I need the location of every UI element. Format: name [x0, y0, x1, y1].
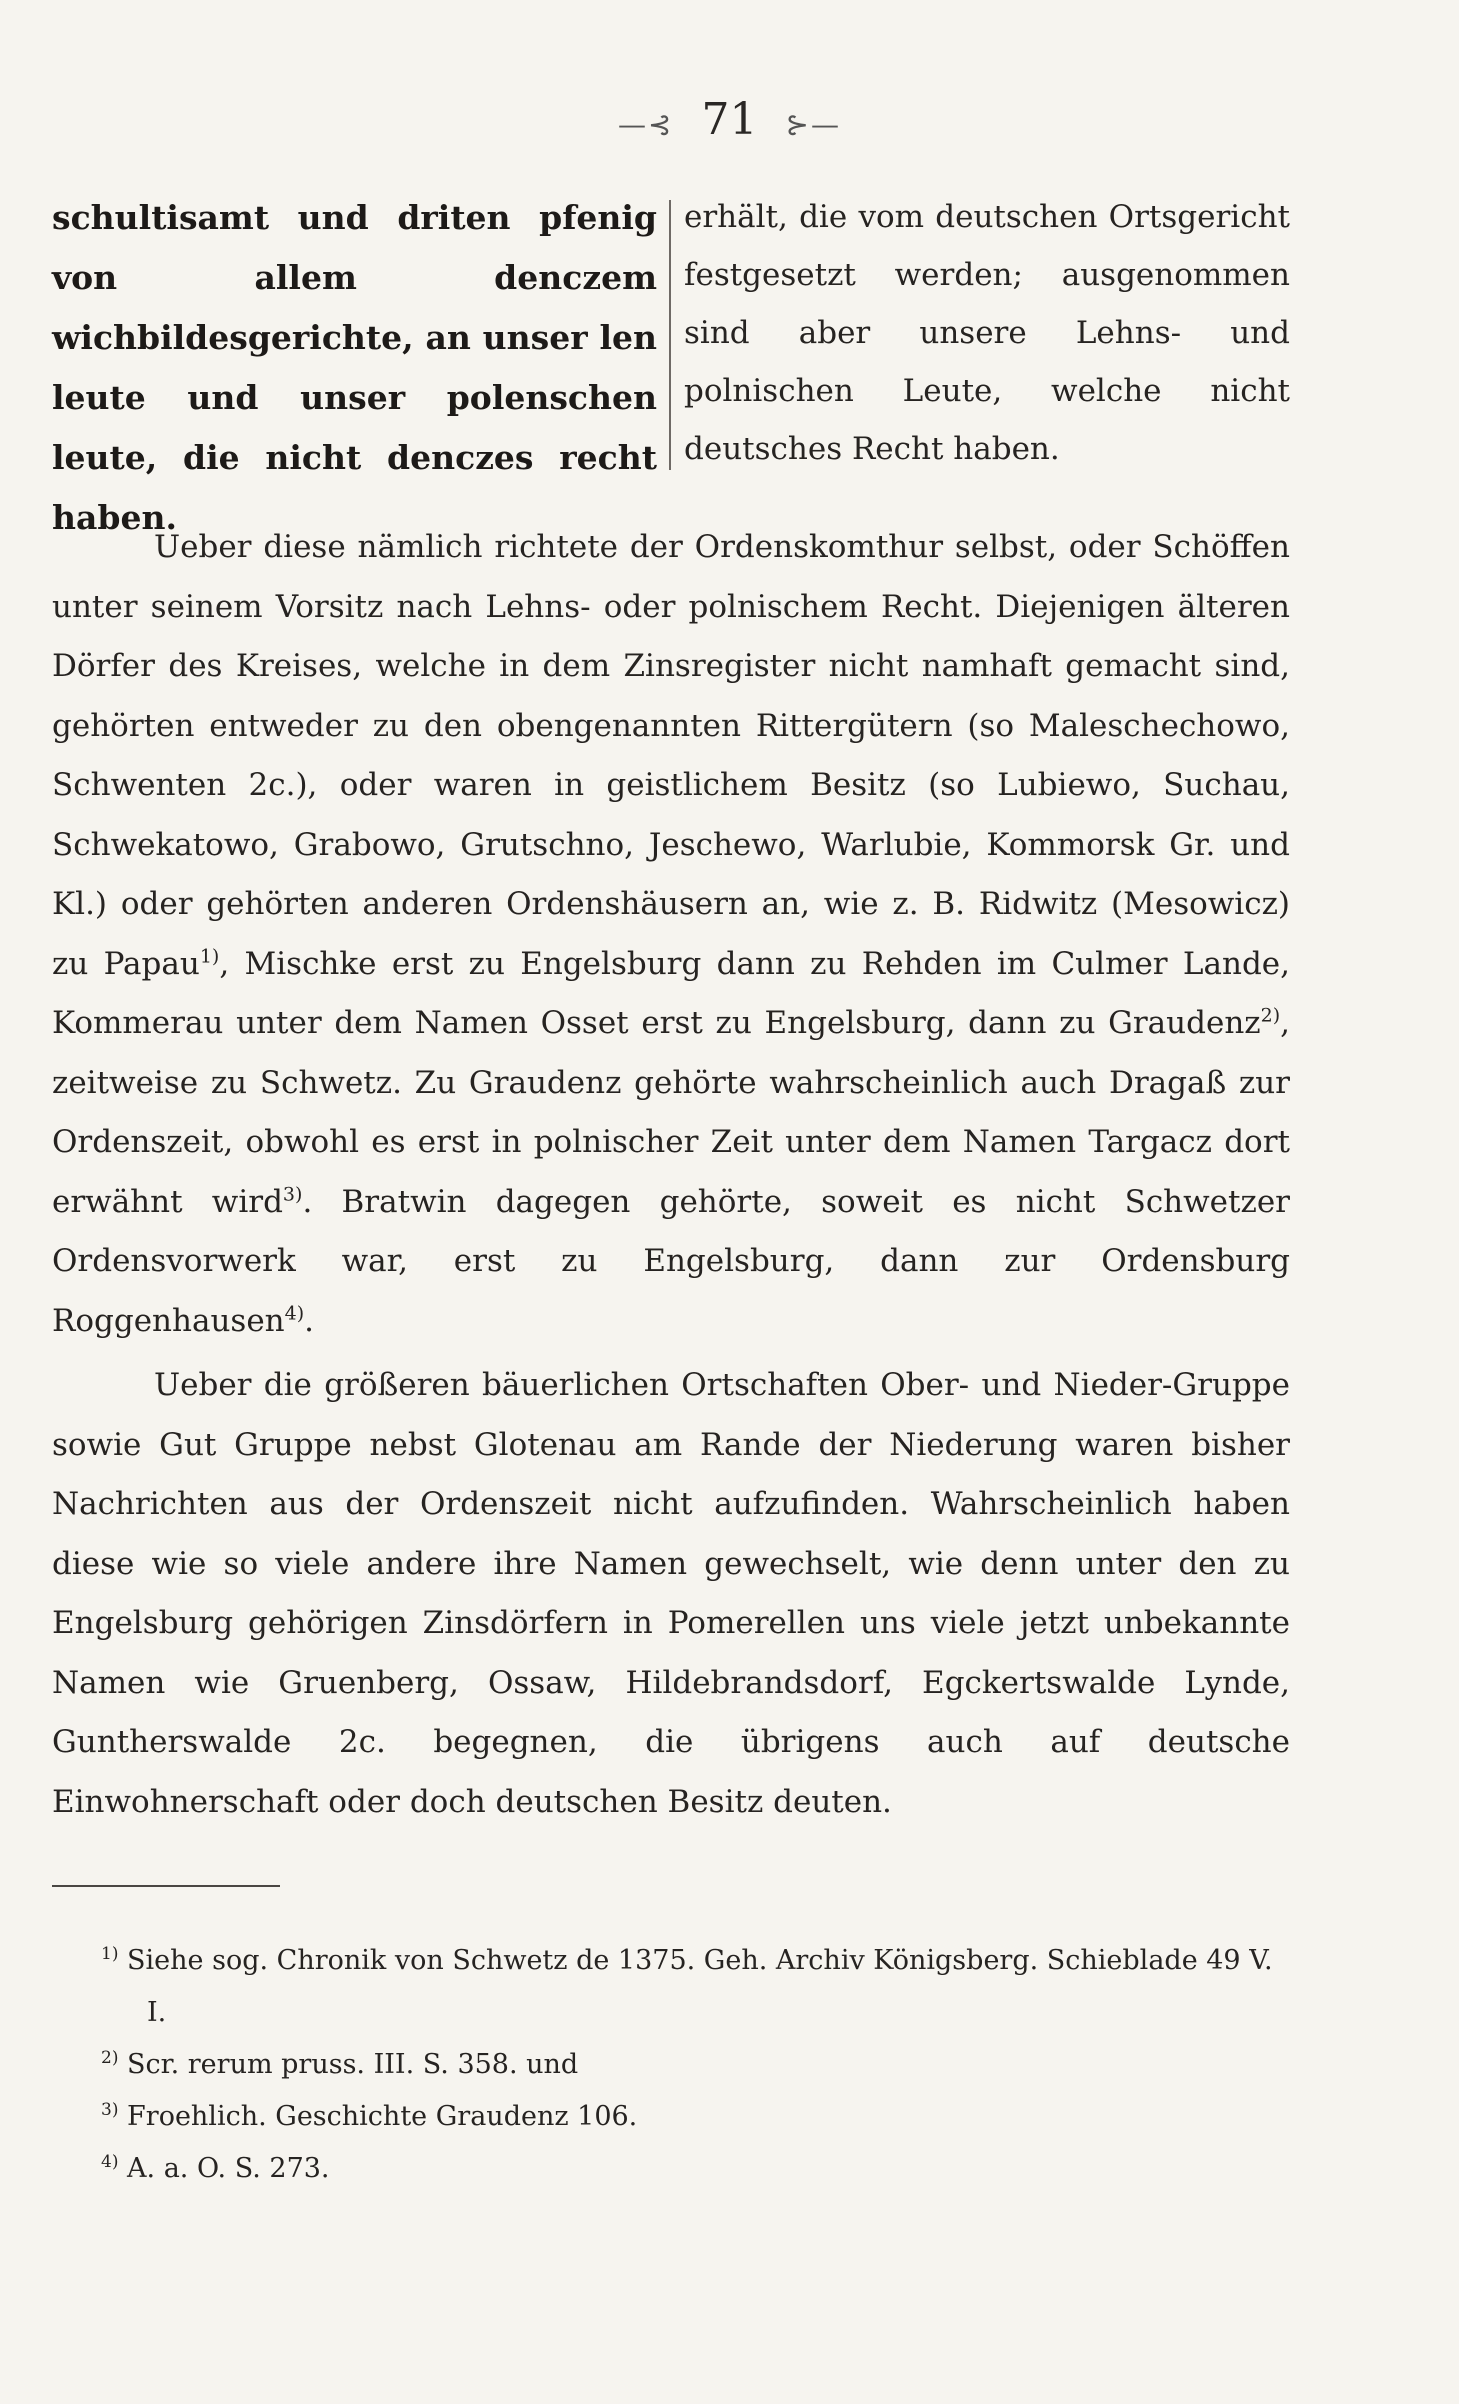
footnote-2 [52, 2039, 1290, 2091]
original-quote-text: schultisamt und driten pfenig von allem denczem wichbildesgerichte, an unser len leute und unser polenschen leute, die nicht denczes recht haben. [52, 198, 657, 537]
paragraph-1-end: . [304, 1302, 315, 1339]
footnote-1 [52, 1935, 1290, 2039]
ornament-right: ⊱— [785, 108, 841, 141]
footnote-3-mark: 3) [101, 2100, 119, 2120]
footnote-4-mark: 4) [101, 2152, 119, 2172]
footnotes [52, 1935, 1290, 2195]
footnote-divider [52, 1885, 280, 1887]
paragraph-1 [52, 518, 1290, 1351]
footnote-3 [52, 2091, 1290, 2143]
footnote-ref-3: 3) [282, 1183, 303, 1206]
ornament-left: —⊰ [618, 108, 674, 141]
column-divider [669, 200, 671, 470]
footnote-2-mark: 2) [101, 2048, 119, 2068]
paragraph-2 [52, 1356, 1290, 1832]
paragraph-1-part-1: Ueber diese nämlich richtete der Ordenskomthur selbst, oder Schöffen unter seinem Vorsitz nach Lehns- oder polnischem Recht. Diejenigen älteren Dörfer des Kreises, welche in dem Zinsregister nicht namhaft gemacht sind, gehörten entweder zu den obengenannten Rittergütern (so Maleschechowo, Schwenten 2c.), oder waren in geistlichem Besitz (so Lubiewo, Suchau, Schwekatowo, Grabowo, Grutschno, Jeschewo, Warlubie, Kommorsk Gr. und Kl.) oder gehörten anderen Ordenshäusern an, wie z. B. Ridwitz (Mesowicz) zu Papau [52, 529, 1290, 982]
footnote-ref-4: 4) [284, 1302, 305, 1325]
footnote-3-text: Froehlich. Geschichte Graudenz 106. [127, 2101, 638, 2132]
footnote-4-text: A. a. O. S. 273. [127, 2153, 330, 2184]
page-number: 71 [701, 94, 758, 145]
footnote-2-text: Scr. rerum pruss. III. S. 358. und [127, 2049, 579, 2080]
footnote-ref-2: 2) [1260, 1004, 1281, 1027]
translated-quote-text: erhält, die vom deutschen Ortsgericht festgesetzt werden; ausgenommen sind aber unsere Lehns- und polnischen Leute, welche nicht deutsches Recht haben. [684, 199, 1290, 467]
paragraph-1-text [52, 518, 1290, 1351]
paragraph-1-part-4: . Bratwin dagegen gehörte, soweit es nicht Schwetzer Ordensvorwerk war, erst zu Engelsburg, dann zur Ordensburg Roggenhausen [52, 1183, 1290, 1339]
paragraph-1-part-3: , zeitweise zu Schwetz. Zu Graudenz gehörte wahrscheinlich auch Dragaß zur Ordenszeit, obwohl es erst in polnischer Zeit unter dem Namen Targacz dort erwähnt wird [52, 1005, 1290, 1220]
paragraph-1-part-2: , Mischke erst zu Engelsburg dann zu Rehden im Culmer Lande, Kommerau unter dem Namen Osset erst zu Engelsburg, dann zu Graudenz [52, 945, 1290, 1041]
footnote-1-text: Siehe sog. Chronik von Schwetz de 1375. Geh. Archiv Königsberg. Schieblade 49 V. I. [127, 1945, 1273, 2028]
paragraph-2-text: Ueber die größeren bäuerlichen Ortschaften Ober- und Nieder-Gruppe sowie Gut Gruppe nebst Glotenau am Rande der Niederung waren bisher Nachrichten aus der Ordenszeit nicht aufzufinden. Wahrscheinlich haben diese wie so viele andere ihre Namen gewechselt, wie denn unter den zu Engelsburg gehörigen Zinsdörfern in Pomerellen uns viele jetzt unbekannte Namen wie Gruenberg, Ossaw, Hildebrandsdorf, Egckertswalde Lynde, Guntherswalde 2c. begegnen, die übrigens auch auf deutsche Einwohnerschaft oder doch deutschen Besitz deuten. [52, 1367, 1290, 1820]
page-header [0, 92, 1459, 153]
footnote-ref-1: 1) [199, 945, 220, 968]
footnote-1-mark: 1) [101, 1944, 119, 1964]
footnote-4 [52, 2143, 1290, 2195]
quote-block [52, 188, 1290, 537]
